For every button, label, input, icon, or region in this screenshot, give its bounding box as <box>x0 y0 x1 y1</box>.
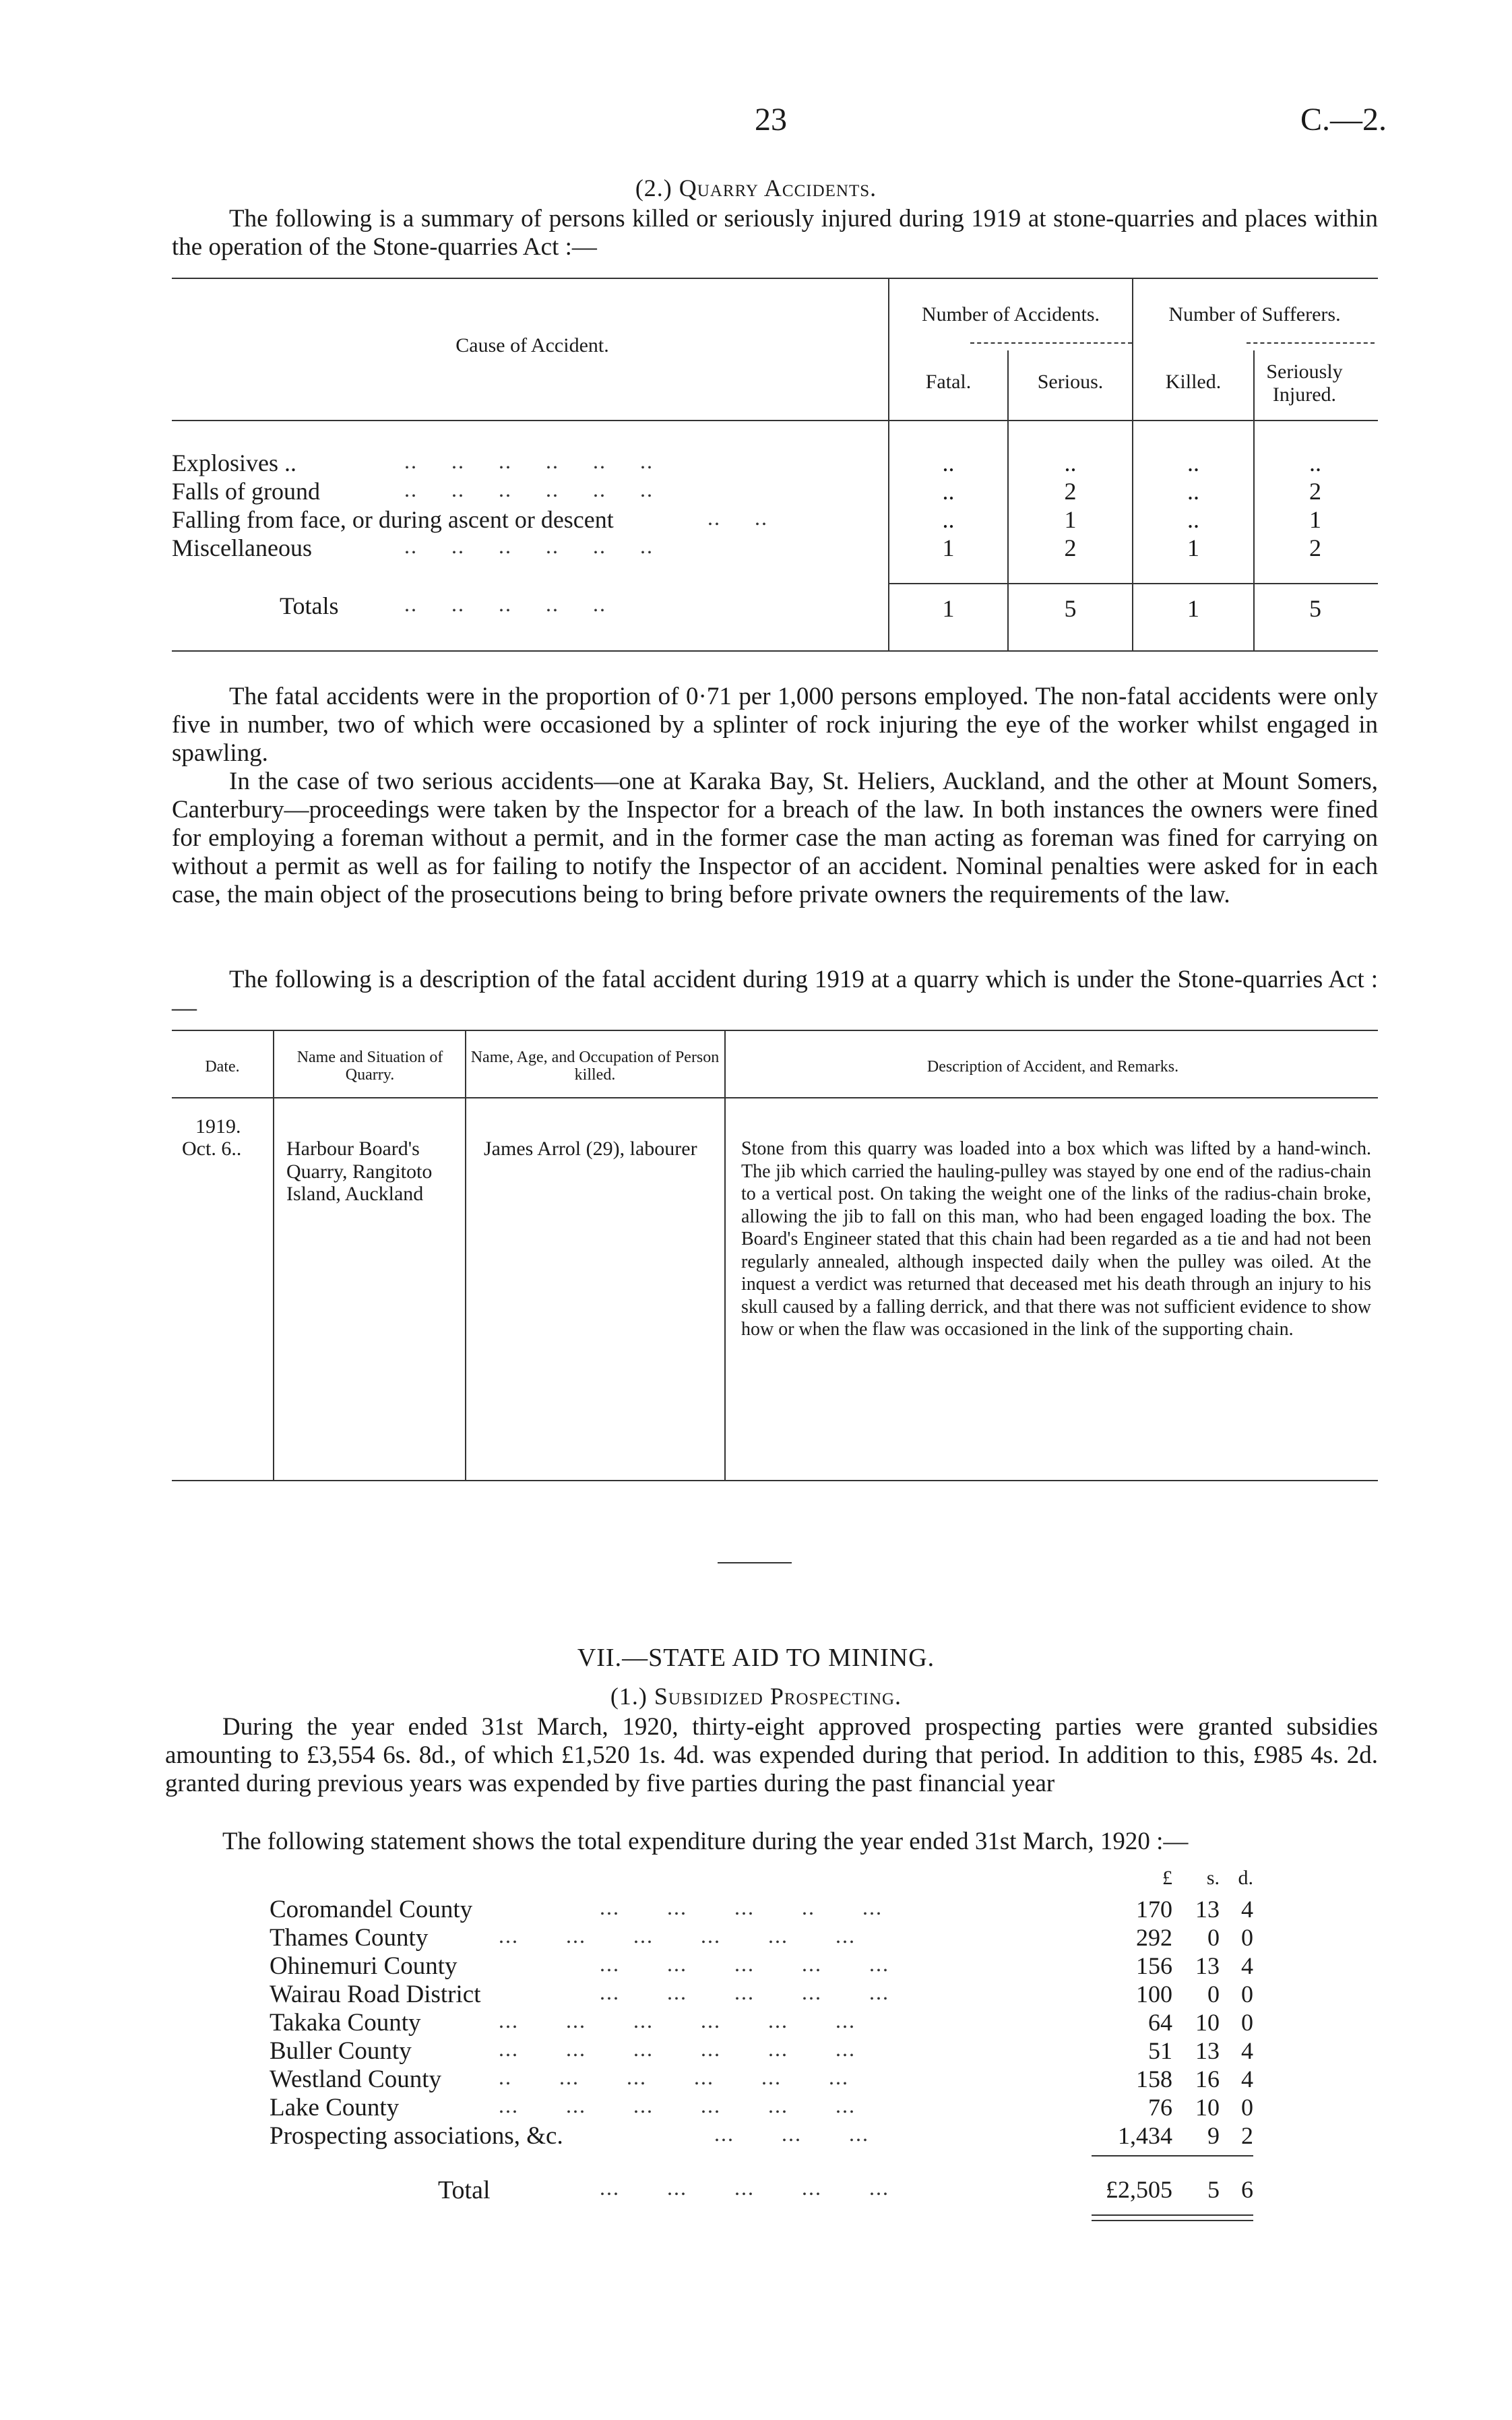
header-fatal: Fatal. <box>925 371 972 393</box>
leader-dots: ... ... ... <box>714 2121 869 2146</box>
leader-dots: .. .. <box>707 505 768 530</box>
row-misc-serious: 2 <box>1064 534 1077 561</box>
expenditure-total-label: Total <box>438 2176 491 2204</box>
fatal-vline-1 <box>273 1030 274 1480</box>
leader-dots: ... ... ... ... ... <box>600 1980 889 2004</box>
expenditure-row-name: Ohinemuri County <box>270 1952 458 1980</box>
expenditure-total-pence: 6 <box>1241 2176 1253 2203</box>
expenditure-row-pounds: 156 <box>1136 1952 1172 1979</box>
row-explosives-cause: Explosives .. <box>172 449 296 476</box>
expenditure-row-pence: 4 <box>1241 2066 1253 2092</box>
expenditure-row-pounds: 1,434 <box>1118 2122 1172 2149</box>
expenditure-row-shillings: 0 <box>1207 1981 1220 2008</box>
summary-table-header-rule <box>172 420 1378 421</box>
total-rule <box>1092 2155 1253 2157</box>
prosecutions-paragraph: In the case of two serious accidents—one at Karaka Bay, St. Heliers, Auckland, and the other at Mount Somers, Canterbury—proceedings were taken by the Inspector for a breach of the law. In both instances the owners were fined for employing a foreman without a permit, and in the former case the man acting as foreman was fined for carrying on without a permit as well as for failing to notify the Inspector of an accident. Nominal penalties were asked for in each case, the main object of the prosecutions being to bring before private owners the requirements of the law. <box>172 768 1378 908</box>
state-aid-title: VII.—STATE AID TO MINING. <box>577 1644 935 1672</box>
leader-dots: .. .. .. .. .. <box>404 592 606 616</box>
expenditure-row-name: Prospecting associations, &c. <box>270 2122 563 2150</box>
leader-dots: .. .. .. .. .. .. <box>404 477 654 501</box>
expenditure-row-pence: 4 <box>1241 2037 1253 2064</box>
expenditure-row-pounds: 292 <box>1136 1924 1172 1951</box>
header-number-of-sufferers: Number of Sufferers. <box>1168 303 1341 325</box>
row-misc-killed: 1 <box>1187 534 1199 561</box>
expenditure-row-pounds: 64 <box>1148 2009 1172 2036</box>
summary-table-top-rule <box>172 278 1378 279</box>
row-falling-face-fatal: .. <box>942 506 955 533</box>
expenditure-row-shillings: 13 <box>1195 1952 1220 1979</box>
expenditure-row-name: Wairau Road District <box>270 1981 481 2008</box>
accidents-group-rule <box>970 342 1132 344</box>
quarry-intro-paragraph: The following is a summary of persons killed or seriously injured during 1919 at stone-quarries and places within the operation of the Stone-quarries Act :— <box>172 205 1378 261</box>
leader-dots: ... ... ... .. ... <box>600 1895 883 1919</box>
total-double-rule-1 <box>1092 2214 1253 2216</box>
row-falls-killed: .. <box>1187 478 1199 505</box>
totals-serious: 5 <box>1064 595 1077 622</box>
col-shillings-header: s. <box>1206 1867 1220 1889</box>
quarry-accidents-title: (2.) Quarry Accidents. <box>635 175 877 201</box>
expenditure-row-shillings: 10 <box>1195 2094 1220 2121</box>
row-explosives-fatal: .. <box>942 449 955 476</box>
expenditure-row-name: Buller County <box>270 2037 412 2065</box>
row-falling-face-injured: 1 <box>1309 506 1321 533</box>
expenditure-row-pence: 0 <box>1241 1981 1253 2008</box>
sufferers-group-rule <box>1247 342 1375 344</box>
row-falls-fatal: .. <box>942 478 955 505</box>
row-falls-serious: 2 <box>1064 478 1077 505</box>
expenditure-row-pence: 0 <box>1241 1924 1253 1951</box>
fatal-accident-intro-paragraph: The following is a description of the fatal accident during 1919 at a quarry which is under the Stone-quarries Act :— <box>172 966 1378 1022</box>
fatal-table-bottom-rule <box>172 1480 1378 1481</box>
subsidized-prospecting-title: (1.) Subsidized Prospecting. <box>610 1683 902 1710</box>
leader-dots: ... ... ... ... ... ... <box>499 2093 856 2117</box>
page-number: 23 <box>755 102 787 137</box>
expenditure-total-shillings: 5 <box>1207 2176 1220 2203</box>
subsidies-paragraph: During the year ended 31st March, 1920, thirty-eight approved prospecting parties were granted subsidies amounting to £3,554 6s. 8d., of which £1,520 1s. 4d. was expended during that period. In addition to this, £985 4s. 2d. granted during previous years was expended by five parties during the past financial year <box>165 1713 1378 1797</box>
row-explosives-injured: .. <box>1309 449 1321 476</box>
fatal-date: Oct. 6.. <box>182 1138 242 1160</box>
fatal-header-date: Date. <box>205 1058 240 1076</box>
expenditure-row-shillings: 10 <box>1195 2009 1220 2036</box>
leader-dots: .. .. .. .. .. .. <box>404 449 654 473</box>
expenditure-row-shillings: 13 <box>1195 1896 1220 1923</box>
col-pence-header: d. <box>1238 1867 1253 1889</box>
leader-dots: ... ... ... ... ... ... <box>499 2008 856 2033</box>
row-falls-injured: 2 <box>1309 478 1321 505</box>
expenditure-row-shillings: 13 <box>1195 2037 1220 2064</box>
document-reference: C.—2. <box>1300 102 1387 137</box>
totals-injured: 5 <box>1309 595 1321 622</box>
header-cause-of-accident: Cause of Accident. <box>455 334 609 356</box>
expenditure-row-name: Coromandel County <box>270 1896 473 1923</box>
fatal-header-person: Name, Age, and Occupation of Person killed. <box>470 1049 720 1084</box>
row-falling-face-serious: 1 <box>1064 506 1077 533</box>
row-explosives-killed: .. <box>1187 449 1199 476</box>
expenditure-row-shillings: 16 <box>1195 2066 1220 2092</box>
header-number-of-accidents: Number of Accidents. <box>921 303 1100 325</box>
expenditure-total-pounds: £2,505 <box>1106 2176 1172 2203</box>
expenditure-row-shillings: 0 <box>1207 1924 1220 1951</box>
expenditure-row-pence: 4 <box>1241 1952 1253 1979</box>
expenditure-row-pounds: 170 <box>1136 1896 1172 1923</box>
summary-table-bottom-rule <box>172 650 1378 652</box>
expenditure-row-pounds: 76 <box>1148 2094 1172 2121</box>
expenditure-row-pounds: 158 <box>1136 2066 1172 2092</box>
total-double-rule-2 <box>1092 2220 1253 2221</box>
fatal-quarry: Harbour Board's Quarry, Rangitoto Island, Auckland <box>286 1138 433 1205</box>
expenditure-row-name: Lake County <box>270 2094 400 2121</box>
expenditure-row-name: Westland County <box>270 2066 441 2093</box>
header-seriously-injured: Seriously Injured. <box>1266 361 1343 406</box>
leader-dots: ... ... ... ... ... ... <box>499 1923 856 1948</box>
expenditure-row-pence: 0 <box>1241 2009 1253 2036</box>
row-falls-cause: Falls of ground <box>172 478 320 505</box>
totals-fatal: 1 <box>942 595 955 622</box>
totals-label: Totals <box>280 592 339 619</box>
row-explosives-serious: .. <box>1064 449 1077 476</box>
row-misc-cause: Miscellaneous <box>172 534 312 561</box>
expenditure-row-name: Takaka County <box>270 2009 421 2037</box>
row-misc-injured: 2 <box>1309 534 1321 561</box>
fatal-table-top-rule <box>172 1030 1378 1031</box>
summary-totals-rule <box>889 583 1378 584</box>
leader-dots: ... ... ... ... ... <box>600 1952 889 1976</box>
fatal-header-quarry: Name and Situation of Quarry. <box>296 1049 443 1084</box>
totals-killed: 1 <box>1187 595 1199 622</box>
expenditure-row-pence: 4 <box>1241 1896 1253 1923</box>
fatal-vline-3 <box>724 1030 726 1480</box>
expenditure-row-pounds: 51 <box>1148 2037 1172 2064</box>
fatal-description: Stone from this quarry was loaded into a box which was lifted by a hand-winch. The jib which carried the hauling-pulley was stayed by one end of the radius-chain to a vertical post. On taking the weight one of the links of the radius-chain broke, allowing the jib to fall on this man, who had been engaged loading the box. The Board's Engineer stated that this chain had been regarded as a tie and had not been regularly annealed, although inspected daily when the pulley was oiled. At the inquest a verdict was returned that deceased met his death through an injury to his skull caused by a falling derrick, and that there was not sufficient evidence to show how or when the flaw was occasioned in the link of the supporting chain. <box>741 1138 1371 1340</box>
fatal-year: 1919. <box>195 1115 241 1138</box>
fatal-person: James Arrol (29), labourer <box>484 1138 697 1160</box>
fatal-proportion-paragraph: The fatal accidents were in the proportion of 0·71 per 1,000 persons employed. The non-fatal accidents were only five in number, two of which were occasioned by a splinter of rock injuring the eye of the worker whilst engaged in spawling. <box>172 683 1378 767</box>
section-divider <box>718 1562 792 1563</box>
fatal-vline-2 <box>465 1030 466 1480</box>
row-falling-face-killed: .. <box>1187 506 1199 533</box>
row-falling-face-cause: Falling from face, or during ascent or descent <box>172 506 614 533</box>
expenditure-row-pence: 2 <box>1241 2122 1253 2149</box>
leader-dots: .. .. .. .. .. .. <box>404 534 654 558</box>
expenditure-row-pence: 0 <box>1241 2094 1253 2121</box>
fatal-table-header-rule <box>172 1097 1378 1098</box>
leader-dots: ... ... ... ... ... ... <box>499 2037 856 2061</box>
expenditure-intro-paragraph: The following statement shows the total expenditure during the year ended 31st March, 1920 :— <box>222 1828 1189 1855</box>
col-pounds-header: £ <box>1162 1867 1172 1889</box>
expenditure-row-pounds: 100 <box>1136 1981 1172 2008</box>
expenditure-row-name: Thames County <box>270 1924 429 1952</box>
expenditure-row-shillings: 9 <box>1207 2122 1220 2149</box>
fatal-header-description: Description of Accident, and Remarks. <box>926 1058 1179 1076</box>
leader-dots: .. ... ... ... ... ... <box>499 2065 849 2089</box>
leader-dots: ... ... ... ... ... <box>600 2175 889 2200</box>
header-serious: Serious. <box>1037 371 1104 393</box>
row-misc-fatal: 1 <box>942 534 955 561</box>
header-killed: Killed. <box>1165 371 1222 393</box>
